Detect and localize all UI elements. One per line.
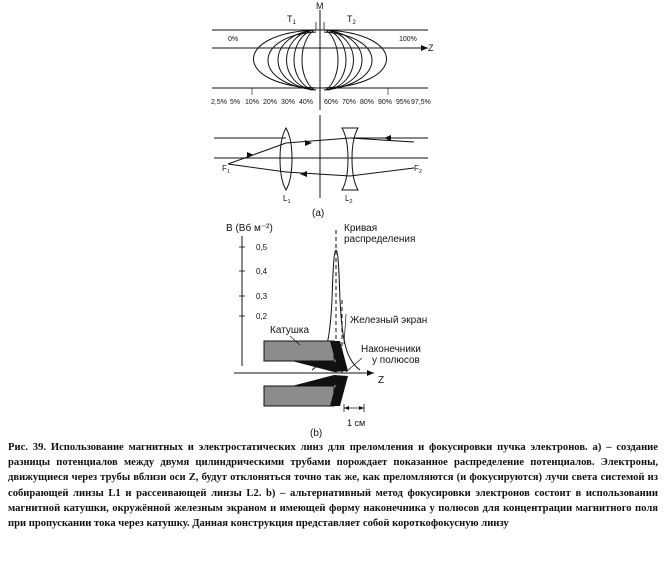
equipotential-label: 97,5% [411,99,431,106]
equipotential-label: 30% [281,99,296,106]
lens-left-label: $L_1$ [283,194,291,205]
z-axis-a-label: Z [428,43,434,53]
ray-arrow [247,152,254,158]
converging-lens [280,128,292,190]
equipotential-label: 10% [245,99,260,106]
leader-iron-screen [344,314,346,344]
panel-b-label: (b) [310,428,323,439]
equipotential-label: 80% [360,99,375,106]
tube-left-label: $T_1$ [287,14,296,26]
diverging-lens [342,128,358,190]
ray-2a [228,164,286,172]
z-arrow-a [421,45,428,51]
pole-tips-label-line1: Наконечники [361,344,421,355]
iron-screen-label: Железный экран [350,315,428,326]
tick-label: 0,4 [256,267,268,276]
tick-label: 0,5 [256,243,268,252]
m-axis-label: M [316,1,324,11]
lens-diagram [214,115,428,198]
equipotential-labels [211,99,431,106]
tick-label: 0,2 [256,312,268,321]
equipotential-left-5 [294,30,312,90]
tick-label: 0,3 [256,292,268,301]
ray-arrow [300,171,307,177]
ray-1b [286,138,350,143]
equipotential-right-6 [326,30,338,90]
focus-right-label: $F_2$ [414,164,422,175]
ray-2b [286,172,350,176]
scale-label: 1 см [347,418,366,428]
panel-a-label: (a) [312,208,325,219]
coil-label: Катушка [270,325,310,336]
equipotential-label: 5% [230,99,241,106]
curve-label-line1: Кривая [344,223,378,234]
pct-right-label: 100% [399,36,417,43]
equipotential-label: 90% [378,99,393,106]
equipotential-label: 2,5% [211,99,227,106]
figure-caption: Рис. 39. Использование магнитных и электростатических линз для преломления и фокусировки пучка электронов. а) – создание разницы потенциалов между двумя цилиндрическими трубами порождает показанное распределение потенциалов. Электроны, движущиеся через трубы вблизи оси Z, будут отклоняться точно так же, как преломляются (и фокусируются) лучи света системой из собирающей линзы L1 и рассеивающей линзы L2. b) – альтернативный метод фокусировки электронов состоит в использовании магнитной катушки, окружённой железным экраном и имеющей форму наконечника у полюсов для концентрации магнитного поля при пропускании тока через катушку. Данная конструкция представляет собой короткофокусную линзу [8,442,658,530]
pct-left-label: 0% [228,36,239,43]
pole-tips-label-line2: у полюсов [372,355,420,366]
tube-right-label: $T_2$ [347,14,356,26]
y-axis-label: B (Вб м⁻²) [226,223,273,234]
curve-label-line2: распределения [344,234,416,245]
equipotential-label: 40% [299,99,314,106]
equipotential-left-6 [302,30,314,90]
equipotential-label: 60% [324,99,339,106]
ray-2c [350,168,414,176]
z-axis-b-label: Z [378,375,385,386]
coil-block-bottom [264,386,334,406]
ray-1a [228,143,286,164]
lens-right-label: $L_2$ [345,194,353,205]
equipotential-diagram [212,10,428,110]
equipotential-label: 70% [342,99,357,106]
equipotential-right-5 [328,30,346,90]
equipotential-label: 20% [263,99,278,106]
equipotential-label: 95% [396,99,411,106]
ray-1c [350,138,414,142]
focus-left-label: $F_1$ [222,164,230,175]
